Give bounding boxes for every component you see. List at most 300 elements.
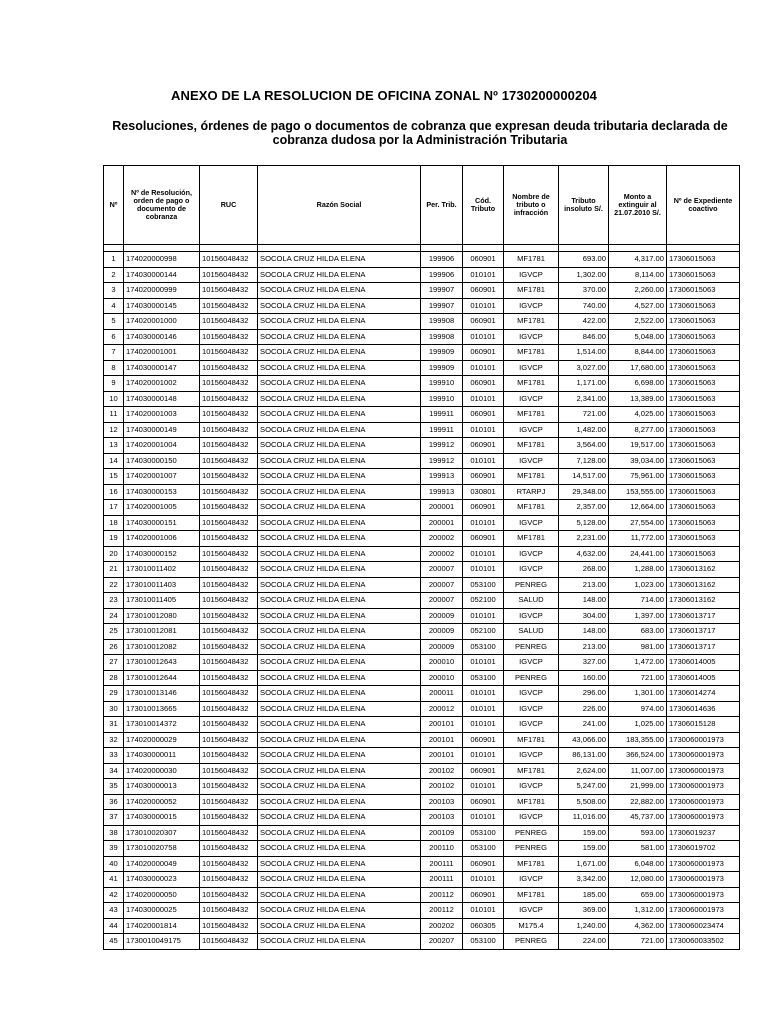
cell-monto-extinguir: 11,007.00 xyxy=(609,763,667,779)
cell-tributo-insoluto: 160.00 xyxy=(559,670,609,686)
cell-tributo-insoluto: 2,341.00 xyxy=(559,391,609,407)
cell-expediente: 17306015063 xyxy=(667,391,740,407)
cell-periodo: 200111 xyxy=(421,856,463,872)
table-row xyxy=(104,438,740,454)
cell-nombre-tributo: MF1781 xyxy=(504,732,559,748)
cell-nombre-tributo: PENREG xyxy=(504,577,559,593)
cell-nombre-tributo: IGVCP xyxy=(504,717,559,733)
cell-expediente: 17306015063 xyxy=(667,422,740,438)
cell-codigo-tributo: 053100 xyxy=(463,841,504,857)
cell-expediente: 17306013162 xyxy=(667,577,740,593)
cell-monto-extinguir: 366,524.00 xyxy=(609,748,667,764)
cell-ruc: 10156048432 xyxy=(200,345,258,361)
table-row xyxy=(104,376,740,392)
cell-resolucion: 173010012644 xyxy=(124,670,200,686)
cell-numero: 7 xyxy=(104,345,124,361)
cell-expediente: 1730060001973 xyxy=(667,779,740,795)
cell-numero: 21 xyxy=(104,562,124,578)
cell-periodo: 199912 xyxy=(421,453,463,469)
cell-monto-extinguir: 5,048.00 xyxy=(609,329,667,345)
cell-razon-social: SOCOLA CRUZ HILDA ELENA xyxy=(258,469,421,485)
header-razon-social: Razón Social xyxy=(258,166,421,245)
cell-periodo: 200010 xyxy=(421,670,463,686)
cell-periodo: 199911 xyxy=(421,422,463,438)
cell-periodo: 200202 xyxy=(421,918,463,934)
cell-codigo-tributo: 053100 xyxy=(463,825,504,841)
cell-tributo-insoluto: 159.00 xyxy=(559,825,609,841)
cell-tributo-insoluto: 224.00 xyxy=(559,934,609,950)
table-spacer-row xyxy=(104,245,740,252)
cell-razon-social: SOCOLA CRUZ HILDA ELENA xyxy=(258,484,421,500)
cell-expediente: 17306015063 xyxy=(667,376,740,392)
table-row xyxy=(104,329,740,345)
cell-numero: 12 xyxy=(104,422,124,438)
cell-ruc: 10156048432 xyxy=(200,732,258,748)
cell-tributo-insoluto: 721.00 xyxy=(559,407,609,423)
cell-resolucion: 174030000147 xyxy=(124,360,200,376)
cell-razon-social: SOCOLA CRUZ HILDA ELENA xyxy=(258,438,421,454)
cell-ruc: 10156048432 xyxy=(200,639,258,655)
cell-razon-social: SOCOLA CRUZ HILDA ELENA xyxy=(258,624,421,640)
cell-monto-extinguir: 683.00 xyxy=(609,624,667,640)
cell-numero: 26 xyxy=(104,639,124,655)
cell-periodo: 200207 xyxy=(421,934,463,950)
cell-expediente: 1730060001973 xyxy=(667,903,740,919)
cell-resolucion: 174020001004 xyxy=(124,438,200,454)
cell-ruc: 10156048432 xyxy=(200,763,258,779)
cell-ruc: 10156048432 xyxy=(200,360,258,376)
cell-resolucion: 174030000015 xyxy=(124,810,200,826)
cell-ruc: 10156048432 xyxy=(200,453,258,469)
cell-ruc: 10156048432 xyxy=(200,298,258,314)
cell-periodo: 200002 xyxy=(421,531,463,547)
cell-resolucion: 174020000050 xyxy=(124,887,200,903)
cell-razon-social: SOCOLA CRUZ HILDA ELENA xyxy=(258,546,421,562)
cell-expediente: 17306015063 xyxy=(667,469,740,485)
cell-tributo-insoluto: 5,128.00 xyxy=(559,515,609,531)
cell-razon-social: SOCOLA CRUZ HILDA ELENA xyxy=(258,856,421,872)
cell-resolucion: 174030000144 xyxy=(124,267,200,283)
cell-tributo-insoluto: 148.00 xyxy=(559,624,609,640)
cell-tributo-insoluto: 370.00 xyxy=(559,283,609,299)
cell-expediente: 17306013162 xyxy=(667,593,740,609)
cell-codigo-tributo: 060901 xyxy=(463,314,504,330)
cell-expediente: 17306015063 xyxy=(667,329,740,345)
cell-razon-social: SOCOLA CRUZ HILDA ELENA xyxy=(258,732,421,748)
cell-expediente: 17306015063 xyxy=(667,267,740,283)
cell-codigo-tributo: 010101 xyxy=(463,686,504,702)
cell-ruc: 10156048432 xyxy=(200,422,258,438)
cell-nombre-tributo: IGVCP xyxy=(504,422,559,438)
cell-codigo-tributo: 030801 xyxy=(463,484,504,500)
cell-ruc: 10156048432 xyxy=(200,918,258,934)
cell-nombre-tributo: PENREG xyxy=(504,825,559,841)
table-row xyxy=(104,500,740,516)
cell-tributo-insoluto: 5,508.00 xyxy=(559,794,609,810)
cell-nombre-tributo: IGVCP xyxy=(504,748,559,764)
cell-nombre-tributo: MF1781 xyxy=(504,345,559,361)
cell-resolucion: 174030000011 xyxy=(124,748,200,764)
cell-razon-social: SOCOLA CRUZ HILDA ELENA xyxy=(258,794,421,810)
cell-nombre-tributo: IGVCP xyxy=(504,360,559,376)
cell-expediente: 17306014274 xyxy=(667,686,740,702)
cell-codigo-tributo: 010101 xyxy=(463,546,504,562)
cell-monto-extinguir: 22,882.00 xyxy=(609,794,667,810)
cell-razon-social: SOCOLA CRUZ HILDA ELENA xyxy=(258,298,421,314)
cell-codigo-tributo: 010101 xyxy=(463,872,504,888)
cell-resolucion: 174020001007 xyxy=(124,469,200,485)
table-row xyxy=(104,546,740,562)
cell-nombre-tributo: PENREG xyxy=(504,841,559,857)
cell-razon-social: SOCOLA CRUZ HILDA ELENA xyxy=(258,608,421,624)
table-row xyxy=(104,577,740,593)
cell-ruc: 10156048432 xyxy=(200,872,258,888)
cell-monto-extinguir: 981.00 xyxy=(609,639,667,655)
cell-tributo-insoluto: 369.00 xyxy=(559,903,609,919)
cell-numero: 45 xyxy=(104,934,124,950)
cell-nombre-tributo: IGVCP xyxy=(504,391,559,407)
cell-monto-extinguir: 1,472.00 xyxy=(609,655,667,671)
cell-periodo: 200001 xyxy=(421,500,463,516)
cell-numero: 14 xyxy=(104,453,124,469)
cell-monto-extinguir: 24,441.00 xyxy=(609,546,667,562)
cell-monto-extinguir: 8,114.00 xyxy=(609,267,667,283)
cell-expediente: 1730060001973 xyxy=(667,732,740,748)
cell-expediente: 17306015063 xyxy=(667,515,740,531)
cell-periodo: 200112 xyxy=(421,903,463,919)
cell-tributo-insoluto: 11,016.00 xyxy=(559,810,609,826)
cell-codigo-tributo: 060901 xyxy=(463,252,504,268)
header-periodo: Per. Trib. xyxy=(421,166,463,245)
cell-codigo-tributo: 060901 xyxy=(463,500,504,516)
cell-periodo: 200009 xyxy=(421,624,463,640)
cell-monto-extinguir: 1,023.00 xyxy=(609,577,667,593)
cell-razon-social: SOCOLA CRUZ HILDA ELENA xyxy=(258,376,421,392)
cell-razon-social: SOCOLA CRUZ HILDA ELENA xyxy=(258,918,421,934)
cell-numero: 19 xyxy=(104,531,124,547)
cell-expediente: 1730060023474 xyxy=(667,918,740,934)
cell-ruc: 10156048432 xyxy=(200,701,258,717)
cell-periodo: 200009 xyxy=(421,639,463,655)
cell-nombre-tributo: IGVCP xyxy=(504,810,559,826)
cell-nombre-tributo: MF1781 xyxy=(504,252,559,268)
cell-codigo-tributo: 052100 xyxy=(463,624,504,640)
cell-resolucion: 174020000998 xyxy=(124,252,200,268)
cell-numero: 29 xyxy=(104,686,124,702)
cell-tributo-insoluto: 268.00 xyxy=(559,562,609,578)
table-body xyxy=(104,245,740,950)
cell-numero: 44 xyxy=(104,918,124,934)
cell-ruc: 10156048432 xyxy=(200,856,258,872)
table-row xyxy=(104,624,740,640)
cell-expediente: 17306013717 xyxy=(667,608,740,624)
cell-resolucion: 174030000146 xyxy=(124,329,200,345)
cell-tributo-insoluto: 693.00 xyxy=(559,252,609,268)
cell-razon-social: SOCOLA CRUZ HILDA ELENA xyxy=(258,655,421,671)
cell-ruc: 10156048432 xyxy=(200,608,258,624)
cell-tributo-insoluto: 226.00 xyxy=(559,701,609,717)
cell-codigo-tributo: 053100 xyxy=(463,934,504,950)
cell-tributo-insoluto: 159.00 xyxy=(559,841,609,857)
cell-monto-extinguir: 1,312.00 xyxy=(609,903,667,919)
table-row xyxy=(104,314,740,330)
cell-numero: 41 xyxy=(104,872,124,888)
cell-resolucion: 1730010049175 xyxy=(124,934,200,950)
cell-nombre-tributo: IGVCP xyxy=(504,546,559,562)
cell-nombre-tributo: MF1781 xyxy=(504,283,559,299)
cell-numero: 8 xyxy=(104,360,124,376)
cell-numero: 40 xyxy=(104,856,124,872)
cell-nombre-tributo: MF1781 xyxy=(504,314,559,330)
cell-razon-social: SOCOLA CRUZ HILDA ELENA xyxy=(258,810,421,826)
cell-ruc: 10156048432 xyxy=(200,515,258,531)
cell-ruc: 10156048432 xyxy=(200,562,258,578)
cell-numero: 36 xyxy=(104,794,124,810)
table-row xyxy=(104,748,740,764)
cell-codigo-tributo: 010101 xyxy=(463,903,504,919)
cell-periodo: 199913 xyxy=(421,484,463,500)
cell-expediente: 17306019237 xyxy=(667,825,740,841)
cell-razon-social: SOCOLA CRUZ HILDA ELENA xyxy=(258,717,421,733)
table-header-row xyxy=(104,166,740,245)
cell-razon-social: SOCOLA CRUZ HILDA ELENA xyxy=(258,887,421,903)
cell-ruc: 10156048432 xyxy=(200,469,258,485)
cell-nombre-tributo: IGVCP xyxy=(504,329,559,345)
cell-resolucion: 174020001001 xyxy=(124,345,200,361)
cell-monto-extinguir: 11,772.00 xyxy=(609,531,667,547)
cell-nombre-tributo: PENREG xyxy=(504,934,559,950)
cell-periodo: 200103 xyxy=(421,810,463,826)
cell-periodo: 199906 xyxy=(421,267,463,283)
cell-resolucion: 174030000145 xyxy=(124,298,200,314)
cell-nombre-tributo: IGVCP xyxy=(504,779,559,795)
header-monto-extinguir: Monto a extinguir al 21.07.2010 S/. xyxy=(609,166,667,245)
cell-codigo-tributo: 060901 xyxy=(463,345,504,361)
table-row xyxy=(104,763,740,779)
cell-nombre-tributo: MF1781 xyxy=(504,407,559,423)
cell-nombre-tributo: MF1781 xyxy=(504,376,559,392)
table-row xyxy=(104,841,740,857)
cell-nombre-tributo: MF1781 xyxy=(504,531,559,547)
header-resolucion: Nº de Resolución, orden de pago o documento de cobranza xyxy=(124,166,200,245)
cell-codigo-tributo: 010101 xyxy=(463,701,504,717)
cell-resolucion: 174030000148 xyxy=(124,391,200,407)
cell-tributo-insoluto: 2,624.00 xyxy=(559,763,609,779)
cell-resolucion: 174030000023 xyxy=(124,872,200,888)
cell-periodo: 199906 xyxy=(421,252,463,268)
cell-numero: 33 xyxy=(104,748,124,764)
cell-expediente: 1730060001973 xyxy=(667,872,740,888)
cell-expediente: 17306015063 xyxy=(667,546,740,562)
cell-periodo: 199907 xyxy=(421,283,463,299)
cell-monto-extinguir: 1,288.00 xyxy=(609,562,667,578)
cell-codigo-tributo: 053100 xyxy=(463,670,504,686)
cell-nombre-tributo: IGVCP xyxy=(504,872,559,888)
cell-numero: 13 xyxy=(104,438,124,454)
cell-codigo-tributo: 060901 xyxy=(463,887,504,903)
cell-ruc: 10156048432 xyxy=(200,267,258,283)
cell-resolucion: 174030000150 xyxy=(124,453,200,469)
cell-monto-extinguir: 21,999.00 xyxy=(609,779,667,795)
cell-razon-social: SOCOLA CRUZ HILDA ELENA xyxy=(258,670,421,686)
cell-razon-social: SOCOLA CRUZ HILDA ELENA xyxy=(258,407,421,423)
cell-ruc: 10156048432 xyxy=(200,810,258,826)
document-subtitle: Resoluciones, órdenes de pago o documentos de cobranza que expresan deuda tributaria declarada de cobranza dudosa por la Administración Tributaria xyxy=(112,119,728,147)
cell-expediente: 1730060001973 xyxy=(667,856,740,872)
cell-razon-social: SOCOLA CRUZ HILDA ELENA xyxy=(258,639,421,655)
cell-numero: 11 xyxy=(104,407,124,423)
cell-monto-extinguir: 1,397.00 xyxy=(609,608,667,624)
cell-expediente: 1730060001973 xyxy=(667,763,740,779)
cell-codigo-tributo: 010101 xyxy=(463,515,504,531)
cell-expediente: 17306015063 xyxy=(667,531,740,547)
cell-codigo-tributo: 010101 xyxy=(463,608,504,624)
cell-tributo-insoluto: 213.00 xyxy=(559,577,609,593)
header-codigo-tributo: Cód. Tributo xyxy=(463,166,504,245)
cell-codigo-tributo: 010101 xyxy=(463,748,504,764)
cell-ruc: 10156048432 xyxy=(200,438,258,454)
cell-monto-extinguir: 75,961.00 xyxy=(609,469,667,485)
cell-codigo-tributo: 060901 xyxy=(463,732,504,748)
cell-nombre-tributo: MF1781 xyxy=(504,500,559,516)
cell-periodo: 200009 xyxy=(421,608,463,624)
cell-numero: 15 xyxy=(104,469,124,485)
cell-monto-extinguir: 183,355.00 xyxy=(609,732,667,748)
cell-tributo-insoluto: 7,128.00 xyxy=(559,453,609,469)
cell-periodo: 200101 xyxy=(421,748,463,764)
cell-resolucion: 174020000052 xyxy=(124,794,200,810)
cell-resolucion: 174030000013 xyxy=(124,779,200,795)
cell-periodo: 200111 xyxy=(421,872,463,888)
cell-monto-extinguir: 2,522.00 xyxy=(609,314,667,330)
cell-codigo-tributo: 010101 xyxy=(463,267,504,283)
cell-razon-social: SOCOLA CRUZ HILDA ELENA xyxy=(258,593,421,609)
table-row xyxy=(104,670,740,686)
cell-numero: 28 xyxy=(104,670,124,686)
cell-periodo: 199909 xyxy=(421,360,463,376)
cell-resolucion: 174030000153 xyxy=(124,484,200,500)
cell-nombre-tributo: IGVCP xyxy=(504,655,559,671)
cell-tributo-insoluto: 1,514.00 xyxy=(559,345,609,361)
cell-ruc: 10156048432 xyxy=(200,500,258,516)
cell-codigo-tributo: 010101 xyxy=(463,810,504,826)
cell-monto-extinguir: 721.00 xyxy=(609,934,667,950)
cell-periodo: 199908 xyxy=(421,314,463,330)
cell-periodo: 200010 xyxy=(421,655,463,671)
table-row xyxy=(104,655,740,671)
cell-tributo-insoluto: 241.00 xyxy=(559,717,609,733)
cell-resolucion: 174030000149 xyxy=(124,422,200,438)
cell-razon-social: SOCOLA CRUZ HILDA ELENA xyxy=(258,314,421,330)
cell-numero: 38 xyxy=(104,825,124,841)
cell-ruc: 10156048432 xyxy=(200,577,258,593)
cell-periodo: 199908 xyxy=(421,329,463,345)
cell-codigo-tributo: 010101 xyxy=(463,360,504,376)
cell-nombre-tributo: SALUD xyxy=(504,624,559,640)
cell-tributo-insoluto: 5,247.00 xyxy=(559,779,609,795)
cell-razon-social: SOCOLA CRUZ HILDA ELENA xyxy=(258,577,421,593)
cell-expediente: 17306019702 xyxy=(667,841,740,857)
table-row xyxy=(104,283,740,299)
cell-nombre-tributo: MF1781 xyxy=(504,763,559,779)
cell-monto-extinguir: 8,277.00 xyxy=(609,422,667,438)
cell-expediente: 17306013162 xyxy=(667,562,740,578)
cell-numero: 3 xyxy=(104,283,124,299)
cell-resolucion: 174020001005 xyxy=(124,500,200,516)
cell-monto-extinguir: 153,555.00 xyxy=(609,484,667,500)
cell-razon-social: SOCOLA CRUZ HILDA ELENA xyxy=(258,329,421,345)
table-row xyxy=(104,934,740,950)
cell-numero: 22 xyxy=(104,577,124,593)
cell-monto-extinguir: 12,080.00 xyxy=(609,872,667,888)
cell-monto-extinguir: 1,301.00 xyxy=(609,686,667,702)
cell-tributo-insoluto: 1,240.00 xyxy=(559,918,609,934)
cell-numero: 31 xyxy=(104,717,124,733)
cell-monto-extinguir: 12,664.00 xyxy=(609,500,667,516)
cell-resolucion: 174020001814 xyxy=(124,918,200,934)
table-row xyxy=(104,469,740,485)
cell-resolucion: 174020000049 xyxy=(124,856,200,872)
cell-numero: 4 xyxy=(104,298,124,314)
cell-ruc: 10156048432 xyxy=(200,314,258,330)
cell-numero: 34 xyxy=(104,763,124,779)
table-row xyxy=(104,856,740,872)
table-row xyxy=(104,887,740,903)
cell-nombre-tributo: MF1781 xyxy=(504,887,559,903)
cell-periodo: 199910 xyxy=(421,376,463,392)
cell-monto-extinguir: 4,362.00 xyxy=(609,918,667,934)
cell-monto-extinguir: 721.00 xyxy=(609,670,667,686)
cell-ruc: 10156048432 xyxy=(200,841,258,857)
cell-tributo-insoluto: 846.00 xyxy=(559,329,609,345)
cell-numero: 30 xyxy=(104,701,124,717)
cell-ruc: 10156048432 xyxy=(200,670,258,686)
cell-periodo: 200007 xyxy=(421,593,463,609)
cell-nombre-tributo: IGVCP xyxy=(504,701,559,717)
cell-razon-social: SOCOLA CRUZ HILDA ELENA xyxy=(258,872,421,888)
cell-nombre-tributo: IGVCP xyxy=(504,453,559,469)
cell-numero: 10 xyxy=(104,391,124,407)
cell-nombre-tributo: MF1781 xyxy=(504,856,559,872)
cell-numero: 27 xyxy=(104,655,124,671)
cell-monto-extinguir: 2,260.00 xyxy=(609,283,667,299)
cell-codigo-tributo: 060901 xyxy=(463,438,504,454)
cell-nombre-tributo: IGVCP xyxy=(504,686,559,702)
cell-monto-extinguir: 8,844.00 xyxy=(609,345,667,361)
cell-razon-social: SOCOLA CRUZ HILDA ELENA xyxy=(258,934,421,950)
cell-nombre-tributo: IGVCP xyxy=(504,298,559,314)
table-row xyxy=(104,794,740,810)
cell-tributo-insoluto: 422.00 xyxy=(559,314,609,330)
cell-codigo-tributo: 010101 xyxy=(463,655,504,671)
cell-tributo-insoluto: 213.00 xyxy=(559,639,609,655)
cell-resolucion: 173010012643 xyxy=(124,655,200,671)
cell-resolucion: 174030000151 xyxy=(124,515,200,531)
cell-razon-social: SOCOLA CRUZ HILDA ELENA xyxy=(258,701,421,717)
table-row xyxy=(104,593,740,609)
cell-expediente: 17306015063 xyxy=(667,314,740,330)
table-row xyxy=(104,391,740,407)
cell-periodo: 200102 xyxy=(421,763,463,779)
cell-nombre-tributo: IGVCP xyxy=(504,267,559,283)
cell-expediente: 17306015063 xyxy=(667,484,740,500)
cell-codigo-tributo: 060901 xyxy=(463,763,504,779)
cell-ruc: 10156048432 xyxy=(200,484,258,500)
cell-periodo: 200012 xyxy=(421,701,463,717)
cell-periodo: 200007 xyxy=(421,577,463,593)
cell-tributo-insoluto: 3,342.00 xyxy=(559,872,609,888)
cell-razon-social: SOCOLA CRUZ HILDA ELENA xyxy=(258,252,421,268)
